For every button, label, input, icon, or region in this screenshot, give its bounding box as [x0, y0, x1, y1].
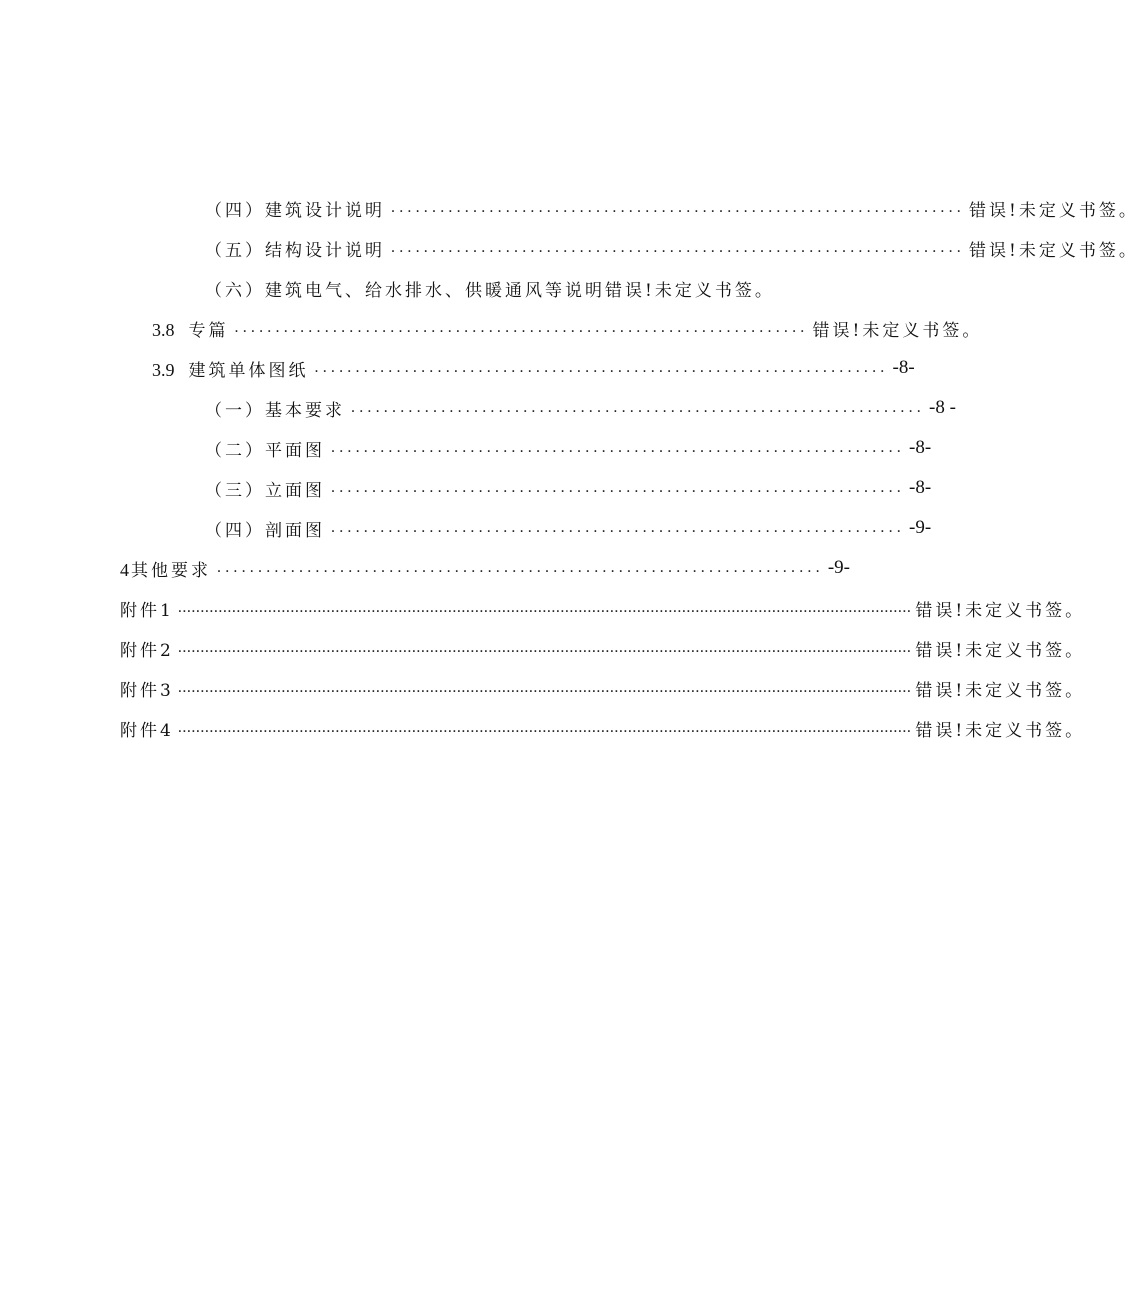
toc-entry-page: -9-: [909, 517, 932, 538]
toc-dot-leader: ......................................................................: [391, 199, 965, 216]
toc-entry-title: 附件4: [120, 720, 174, 741]
toc-entry-page: 错误!未定义书签。: [605, 280, 775, 301]
toc-dot-leader: ...................................................................................................................................................................: [177, 599, 912, 616]
toc-entry-page: 错误!未定义书签。: [915, 600, 1086, 621]
toc-entry[interactable]: [0, 628, 1086, 668]
toc-dot-leader: ......................................................................: [331, 479, 905, 496]
toc-entry-page: -9-: [827, 557, 850, 578]
toc-entry-title: （四）剖面图: [205, 520, 325, 541]
toc-entry[interactable]: [0, 548, 850, 588]
toc-entry[interactable]: [0, 508, 932, 548]
toc-dot-leader: ...................................................................................................................................................................: [177, 679, 912, 696]
toc-entry-number: 3.8: [152, 319, 175, 340]
toc-entry-title: （一）基本要求: [205, 400, 345, 421]
toc-entry[interactable]: [0, 268, 810, 308]
toc-dot-leader: ......................................................................: [351, 399, 925, 416]
toc-entry-page: 错误!未定义书签。: [969, 240, 1139, 261]
toc-dot-leader: ......................................................................: [234, 319, 809, 336]
toc-dot-leader: ..........................................................................: [217, 559, 824, 576]
toc-entry-page: -8-: [909, 437, 932, 458]
toc-entry-page: -8 -: [929, 397, 956, 418]
table-of-contents: [0, 188, 1139, 748]
toc-entry-number: 4: [120, 559, 129, 580]
toc-entry[interactable]: [0, 308, 983, 348]
toc-entry[interactable]: [0, 668, 1086, 708]
toc-entry[interactable]: [0, 428, 932, 468]
toc-entry[interactable]: [0, 348, 915, 388]
toc-entry-page: -8-: [909, 477, 932, 498]
toc-dot-leader: ......................................................................: [391, 239, 965, 256]
toc-entry-title: 附件3: [120, 680, 174, 701]
toc-entry-page: 错误!未定义书签。: [915, 640, 1086, 661]
toc-entry-title: （三）立面图: [205, 480, 325, 501]
toc-entry-title: 附件1: [120, 600, 174, 621]
toc-entry[interactable]: [0, 588, 1086, 628]
toc-entry-number: 3.9: [152, 359, 175, 380]
toc-entry-title: （五）结构设计说明: [205, 240, 385, 261]
toc-entry-page: 错误!未定义书签。: [915, 720, 1086, 741]
toc-entry[interactable]: [0, 468, 932, 508]
toc-entry-title: 3.9 建筑单体图纸: [152, 359, 309, 381]
toc-entry-page: 错误!未定义书签。: [812, 320, 983, 341]
toc-dot-leader: ......................................................................: [314, 359, 889, 376]
toc-dot-leader: ......................................................................: [331, 439, 905, 456]
toc-entry-page: -8-: [892, 357, 915, 378]
toc-entry-page: 错误!未定义书签。: [915, 680, 1086, 701]
toc-entry[interactable]: [0, 708, 1086, 748]
toc-entry[interactable]: [0, 388, 956, 428]
toc-entry-title: （二）平面图: [205, 440, 325, 461]
toc-entry-title: （六）建筑电气、给水排水、供暖通风等说明: [205, 280, 605, 301]
toc-entry-title: 4 其他要求: [120, 559, 211, 581]
toc-dot-leader: ...................................................................................................................................................................: [177, 719, 912, 736]
toc-entry-title: 附件2: [120, 640, 174, 661]
toc-entry[interactable]: [0, 228, 1139, 268]
toc-entry-title: （四）建筑设计说明: [205, 200, 385, 221]
toc-dot-leader: ...................................................................................................................................................................: [177, 639, 912, 656]
toc-entry[interactable]: [0, 188, 1139, 228]
toc-entry-page: 错误!未定义书签。: [969, 200, 1139, 221]
toc-dot-leader: ......................................................................: [331, 519, 905, 536]
toc-entry-title: 3.8 专篇: [152, 319, 229, 341]
